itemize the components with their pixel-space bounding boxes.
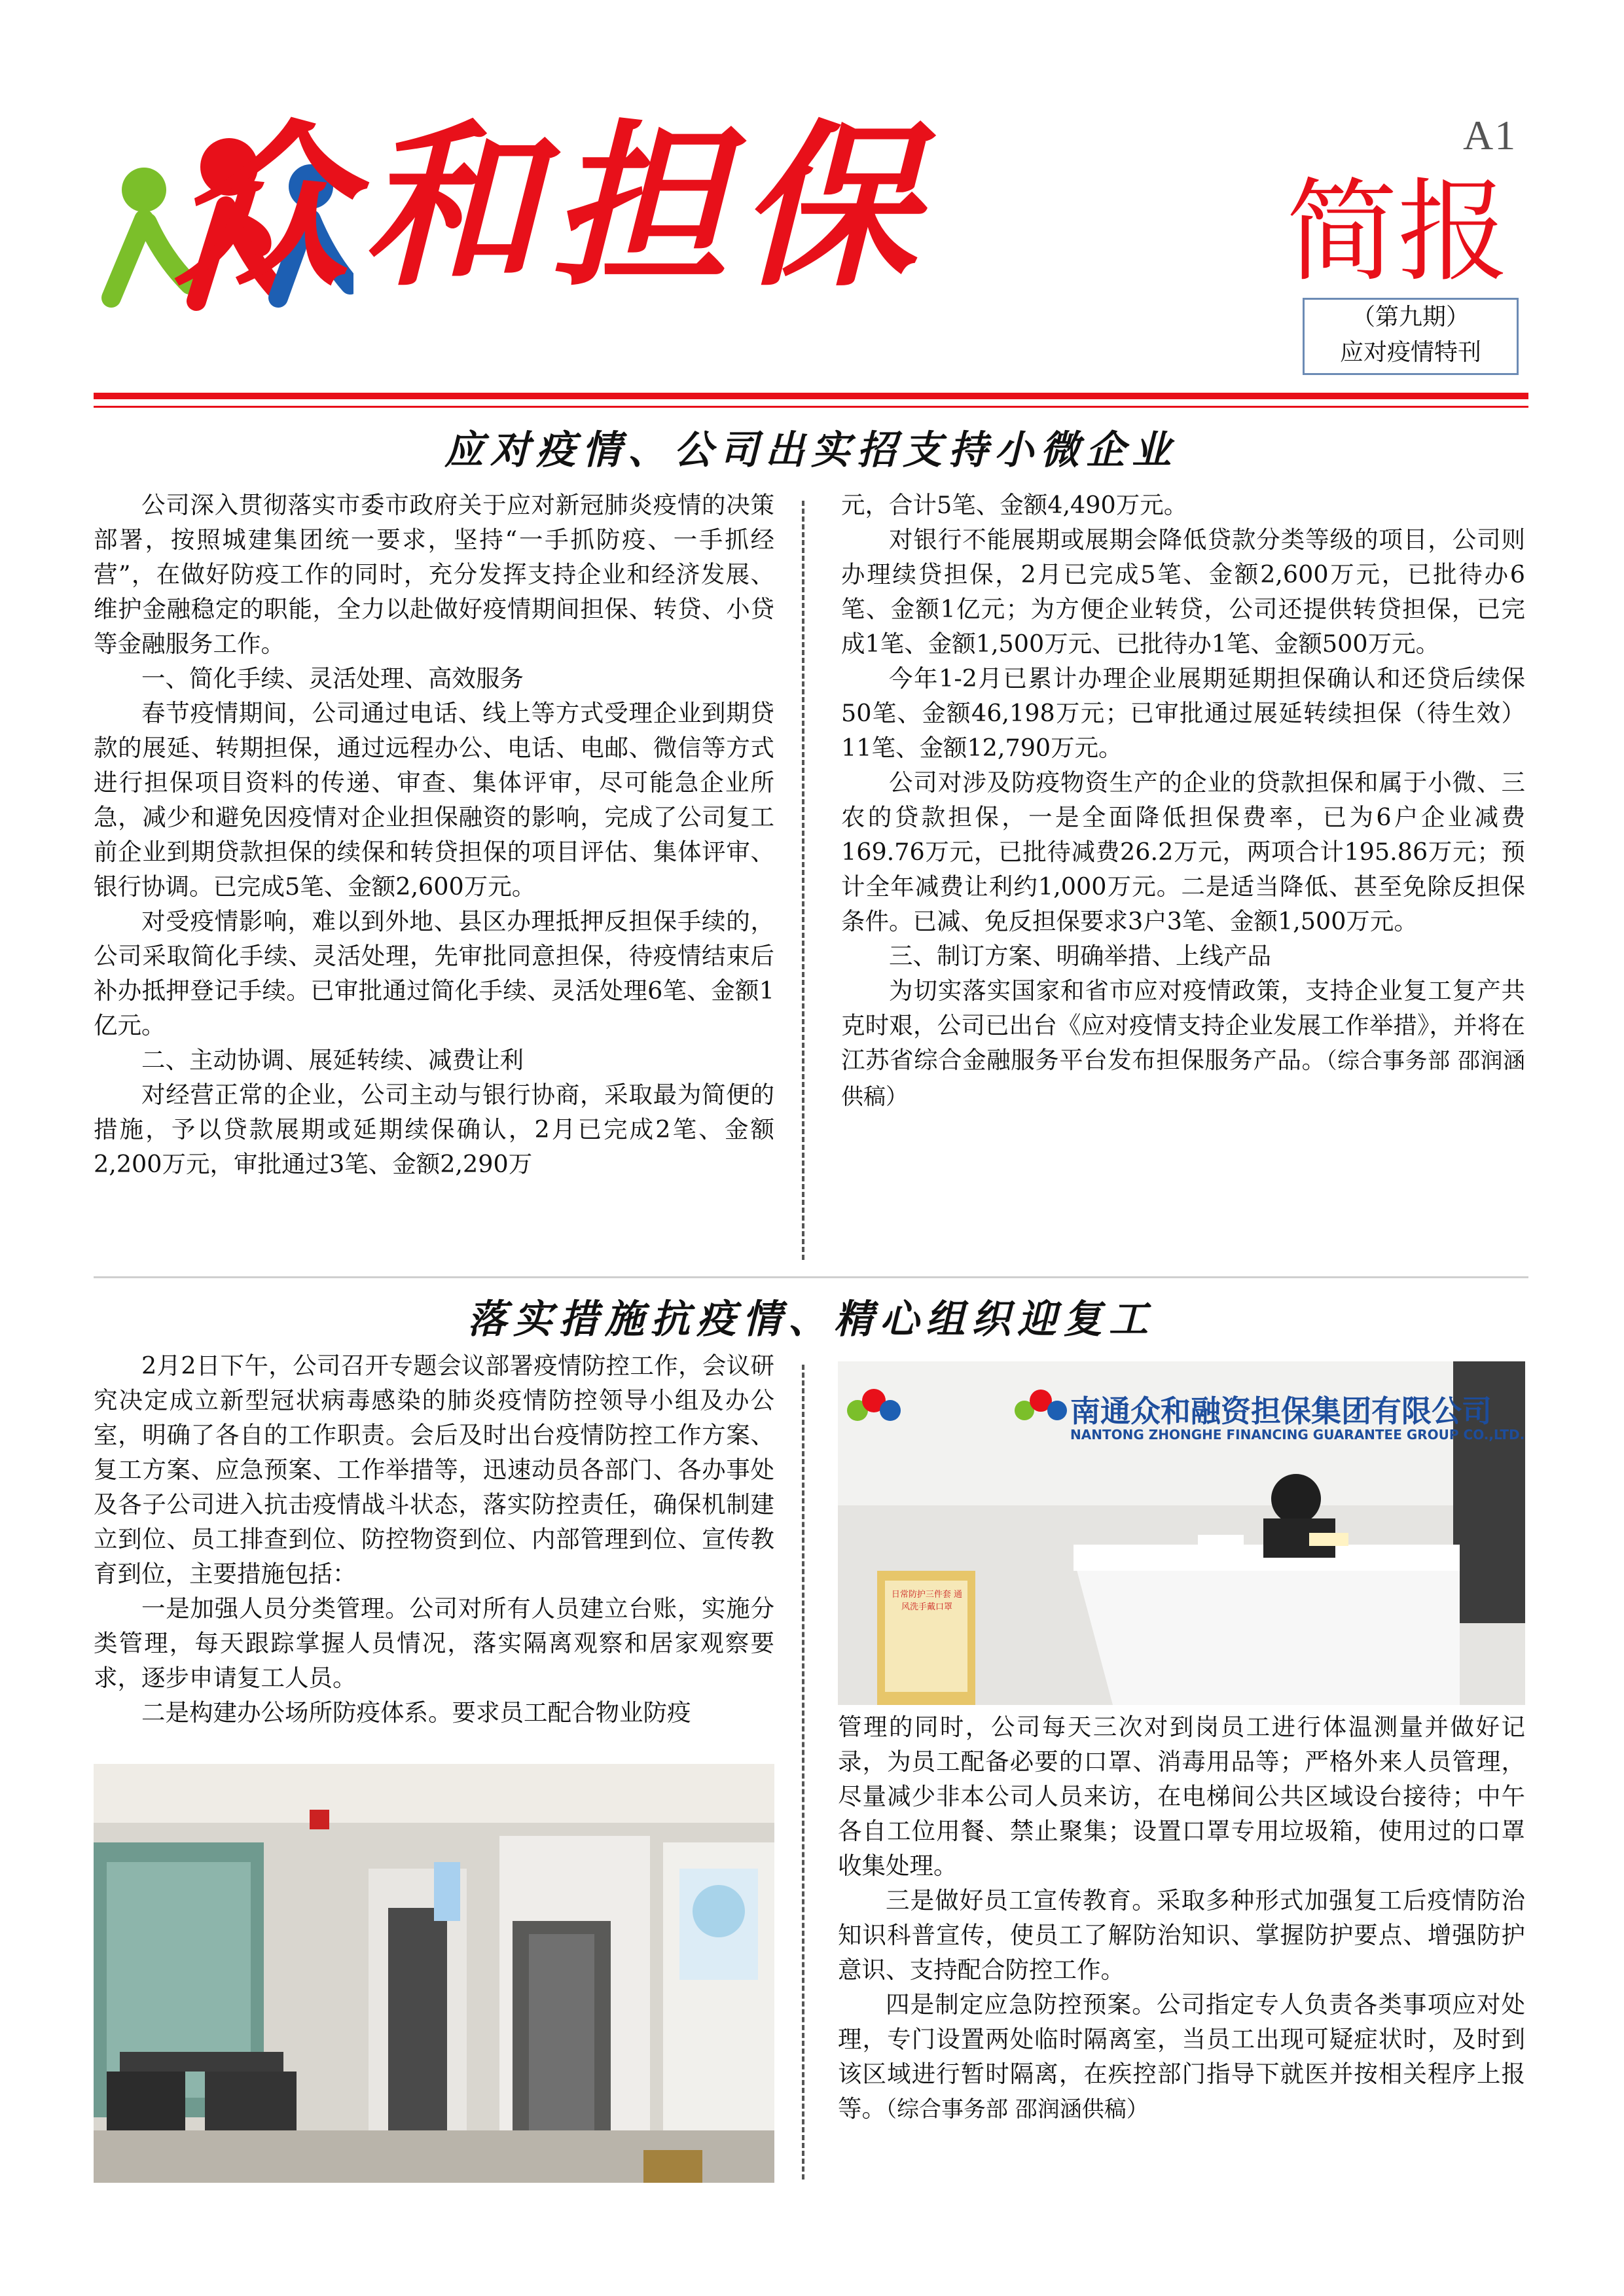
paragraph: 三是做好员工宣传教育。采取多种形式加强复工后疫情防治知识科普宣传，使员工了解防治知识、掌握防护要点、增强防护意识、支持配合防控工作。: [838, 1886, 1525, 1984]
paragraph: 对受疫情影响，难以到外地、县区办理抵押反担保手续的，公司采取简化手续、灵活处理，先审批同意担保，待疫情结束后补办抵押登记手续。已审批通过简化手续、灵活处理6笔、金额1亿元。: [94, 907, 774, 1039]
header-rule: [94, 393, 1528, 399]
column-divider: [802, 1365, 804, 2179]
article2-left-column: [94, 1348, 774, 1730]
article1-headline: 应对疫情、公司出实招支持小微企业: [444, 427, 1178, 473]
poster-text: 日常防护三件套 通风洗手戴口罩: [891, 1590, 963, 1612]
paragraph: 春节疫情期间，公司通过电话、线上等方式受理企业到期贷款的展延、转期担保，通过远程办公、电话、电邮、微信等方式进行担保项目资料的传递、审查、集体评审，尽可能急企业所急，减少和避免因疫情对企业担保融资的影响，完成了公司复工前企业到期贷款担保的续保和转贷担保的项目评估、集体评审、银行协调。已完成5笔、金额2,600万元。: [94, 699, 774, 901]
paragraph-text: 为切实落实国家和省市应对疫情政策，支持企业复工复产共克时艰，公司已出台《应对疫情支持企业发展工作举措》，并将在江苏省综合金融服务平台发布担保服务产品。: [841, 977, 1525, 1074]
paragraph: 管理的同时，公司每天三次对到岗员工进行体温测量并做好记录，为员工配备必要的口罩、消毒用品等；严格外来人员管理，尽量减少非本公司人员来访，在电梯间公共区域设台接待；中午各自工位用餐、禁止聚集；设置口罩专用垃圾箱，使用过的口罩收集处理。: [838, 1713, 1525, 1880]
paragraph: 一是加强人员分类管理。公司对所有人员建立台账，实施分类管理，每天跟踪掌握人员情况，落实隔离观察和居家观察要求，逐步申请复工人员。: [94, 1594, 774, 1692]
company-sign-english: NANTONG ZHONGHE FINANCING GUARANTEE GROUP CO.,LTD.: [1070, 1427, 1525, 1443]
article1-left-column: [94, 488, 774, 1181]
article1-right-column: [841, 488, 1525, 1115]
section-heading: 二、主动协调、展延转续、减费让利: [141, 1046, 524, 1074]
paragraph: 二是构建办公场所防疫体系。要求员工配合物业防疫: [141, 1698, 691, 1727]
masthead-subtitle: 简报: [1286, 168, 1509, 297]
column-divider: [802, 501, 804, 1260]
section-heading: 一、简化手续、灵活处理、高效服务: [141, 664, 524, 692]
issue-box: [1303, 298, 1519, 375]
company-sign: 南通众和融资担保集团有限公司: [1070, 1393, 1492, 1429]
header-rule-thin: [94, 406, 1528, 408]
paragraph: 今年1-2月已累计办理企业展期延期担保确认和还贷后续保50笔、金额46,198万元；已审批通过展延转续担保（待生效）11笔、金额12,790万元。: [841, 664, 1525, 762]
paragraph: [841, 973, 1525, 1115]
paragraph: 元，合计5笔、金额4,490万元。: [841, 491, 1188, 519]
article-credit: （综合事务部 邵润涵供稿）: [886, 2096, 1149, 2123]
paragraph: 对经营正常的企业，公司主动与银行协商，采取最为简便的措施，予以贷款展期或延期续保确认，2月已完成2笔、金额2,200万元，审批通过3笔、金额2,290万: [94, 1081, 774, 1178]
page-number: A1: [1463, 112, 1517, 158]
article2-right-column: [838, 1710, 1525, 2127]
special-edition: 应对疫情特刊: [1339, 339, 1481, 366]
article-credit: （综合事务部 邵润涵供稿）: [841, 1048, 1526, 1110]
masthead-title: 众和担保: [173, 102, 928, 310]
paragraph: 2月2日下午，公司召开专题会议部署疫情防控工作，会议研究决定成立新型冠状病毒感染的肺炎疫情防控领导小组及办公室，明确了各自的工作职责。会后及时出台疫情防控工作方案、复工方案、应急预案、工作举措等，迅速动员各部门、各办事处及各子公司进入抗击疫情战斗状态，落实防控责任，确保机制建立到位、员工排查到位、防控物资到位、内部管理到位、宣传教育到位，主要措施包括：: [94, 1352, 774, 1588]
paragraph: [838, 1987, 1525, 2127]
paragraph: 对银行不能展期或展期会降低贷款分类等级的项目，公司则办理续贷担保，2月已完成5笔、金额2,600万元，已批待办6笔、金额1亿元；为方便企业转贷，公司还提供转贷担保，已完成1笔、金额1,500万元、已批待办1笔、金额500万元。: [841, 526, 1525, 658]
reception-desk-photo: [838, 1361, 1525, 1705]
paragraph: 公司对涉及防疫物资生产的企业的贷款担保和属于小微、三农的贷款担保，一是全面降低担保费率，已为6户企业减费169.76万元，已批待减费26.2万元，两项合计195.86万元；预计全年减费让利约1,000万元。二是适当降低、甚至免除反担保条件。已减、免反担保要求3户3笔、金额1,500万元。: [841, 768, 1525, 935]
article2-headline: 落实措施抗疫情、精心组织迎复工: [467, 1297, 1155, 1342]
paragraph-text: 四是制定应急防控预案。公司指定专人负责各类事项应对处理，专门设置两处临时隔离室，当员工出现可疑症状时，及时到该区域进行暂时隔离，在疾控部门指导下就医并按相关程序上报等。: [838, 1990, 1525, 2123]
section-heading: 三、制订方案、明确举措、上线产品: [889, 942, 1271, 970]
issue-number: （第九期）: [1351, 304, 1470, 331]
elevator-lobby-photo: [94, 1764, 774, 2183]
paragraph: 公司深入贯彻落实市委市政府关于应对新冠肺炎疫情的决策部署，按照城建集团统一要求，坚持“一手抓防疫、一手抓经营”，在做好防疫工作的同时，充分发挥支持企业和经济发展、维护金融稳定的职能，全力以赴做好疫情期间担保、转贷、小贷等金融服务工作。: [94, 491, 774, 658]
section-divider: [94, 1276, 1528, 1278]
